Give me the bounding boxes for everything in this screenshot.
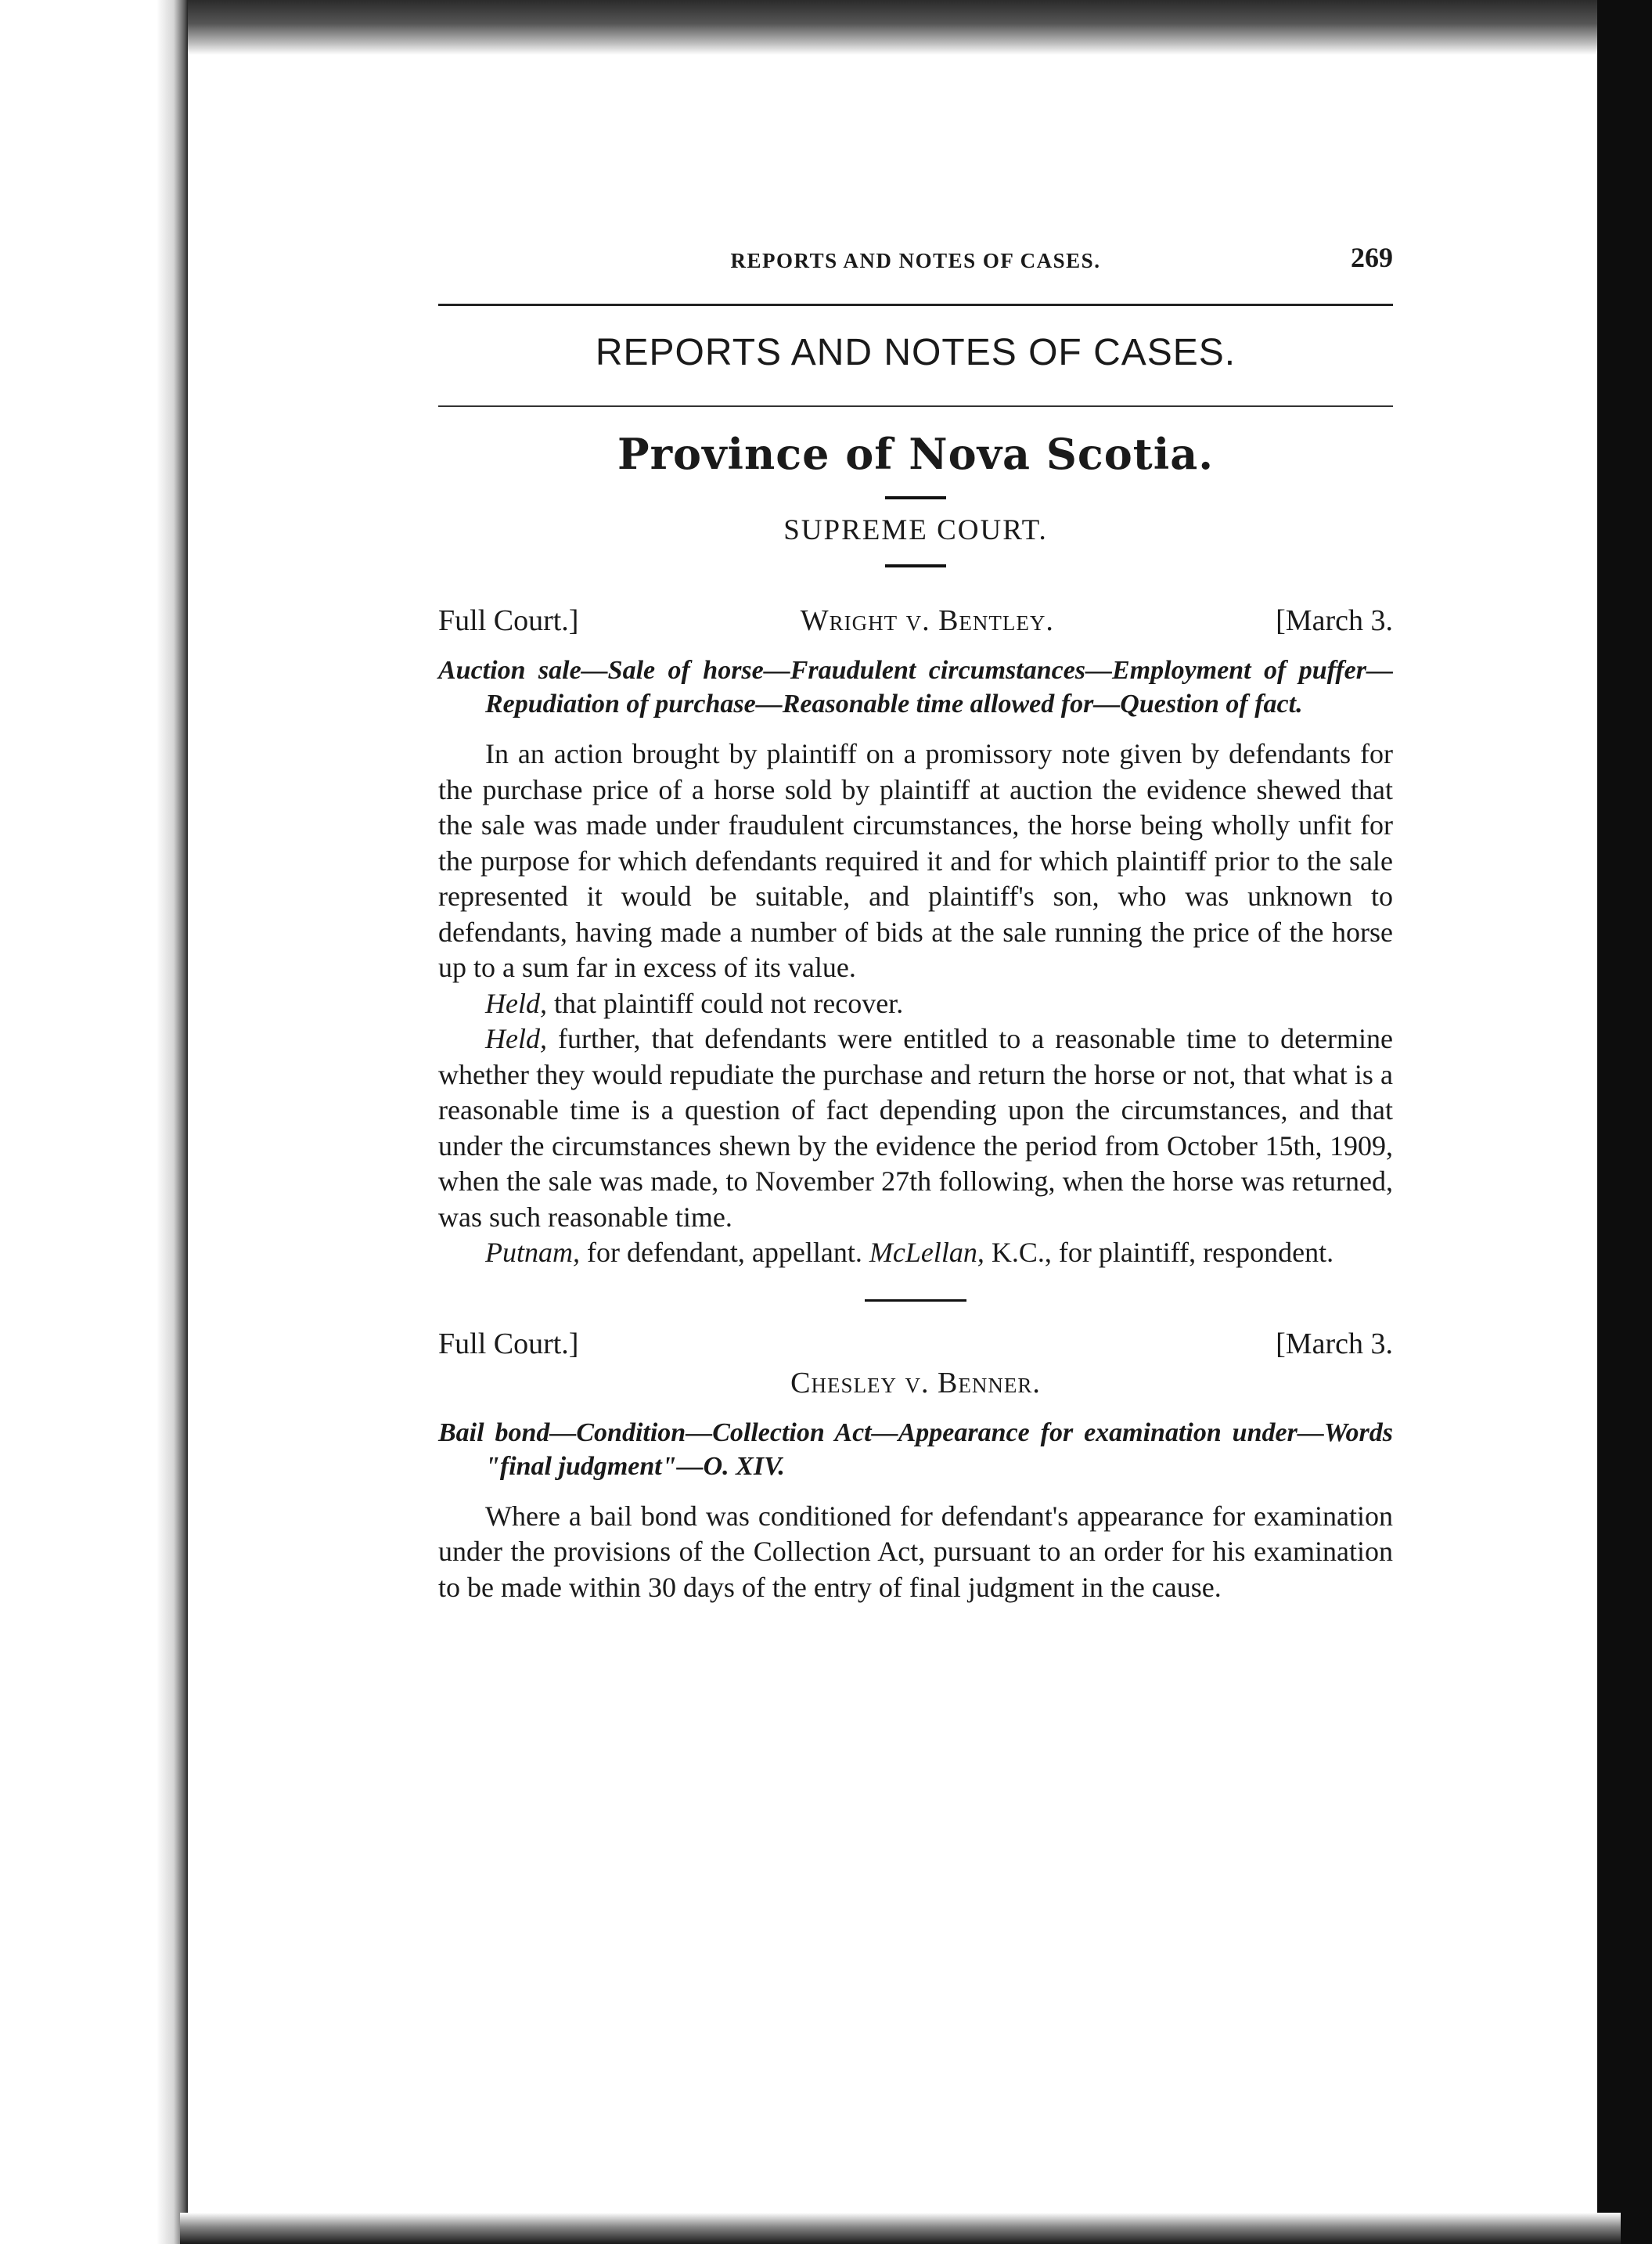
counsel-defendant-role: for defendant, appellant. (580, 1237, 869, 1268)
case2-body: Where a bail bond was conditioned for defendant's appearance for examination under the provisions of the Collection Act, pursuant to an order for his examination to be made within 30 days of the entry of final judgment in the cause. (438, 1500, 1393, 1603)
page-content (438, 235, 1393, 1605)
held-label: Held, (485, 987, 547, 1019)
case2-court-label: Full Court.] (438, 1327, 579, 1360)
scan-left-edge (0, 0, 188, 2244)
province-rule (885, 496, 946, 499)
province-heading: Province of Nova Scotia. (617, 429, 1214, 479)
case1-title: Wright v. Bentley. (800, 604, 1054, 637)
section-rule (438, 405, 1393, 407)
case2-title: Chesley v. Benner. (790, 1366, 1041, 1399)
held-label: Held, (485, 1023, 547, 1054)
scan-bottom-edge (180, 2213, 1621, 2244)
case1-body: In an action brought by plaintiff on a promissory note given by defendants for the purchase price of a horse sold by plaintiff at auction the evidence shewed that the sale was made under fraudulent circumstances, the horse being wholly unfit for the purpose for which defendants required it and for which plaintiff prior to the sale represented it would be suitable, and plaintiff's son, who was unknown to defendants, having made a number of bids at the sale running the price of the horse up to a sum far in excess of its value. (438, 738, 1393, 983)
section-title: REPORTS AND NOTES OF CASES. (595, 332, 1236, 373)
case1-held-1 (438, 986, 1393, 1022)
running-head-title: REPORTS AND NOTES OF CASES. (730, 249, 1101, 272)
case1-counsel (438, 1235, 1393, 1271)
held-text: further, that defendants were entitled to a reasonable time to determine whether they would repudiate the purchase and return the horse or not, that what is a reasonable time is a question of fact depending upon the circumstances, and that under the circumstances shewn by the evidence the period from October 15th, 1909, when the sale was made, to November 27th following, when the horse was returned, was such reasonable time. (438, 1023, 1393, 1233)
counsel-plaintiff: McLellan, (869, 1237, 984, 1268)
case2-date: [March 3. (1276, 1327, 1393, 1360)
case1-held-2 (438, 1021, 1393, 1235)
scan-right-edge (1597, 0, 1652, 2244)
page-number: 269 (1351, 242, 1393, 273)
case1-header (438, 603, 1393, 638)
scan-top-edge (0, 0, 1652, 55)
case1-headnote: Auction sale—Sale of horse—Fraudulent circumstances—Employment of puffer—Repudiation of purchase—Reasonable time allowed for—Question of fact. (438, 656, 1393, 719)
case2-header (438, 1327, 1393, 1361)
header-rule (438, 304, 1393, 306)
case1-court-label: Full Court.] (438, 604, 579, 637)
court-rule (885, 564, 946, 567)
running-head (438, 235, 1393, 282)
court-heading: SUPREME COURT. (783, 514, 1048, 546)
counsel-defendant: Putnam, (485, 1237, 580, 1268)
counsel-plaintiff-role: K.C., for plaintiff, respondent. (984, 1237, 1334, 1268)
case1-date: [March 3. (1276, 604, 1393, 637)
held-text: that plaintiff could not recover. (546, 987, 904, 1019)
case2-headnote: Bail bond—Condition—Collection Act—Appearance for examination under—Words "final judgment"—O. XIV. (438, 1417, 1393, 1481)
case-separator (865, 1299, 966, 1302)
